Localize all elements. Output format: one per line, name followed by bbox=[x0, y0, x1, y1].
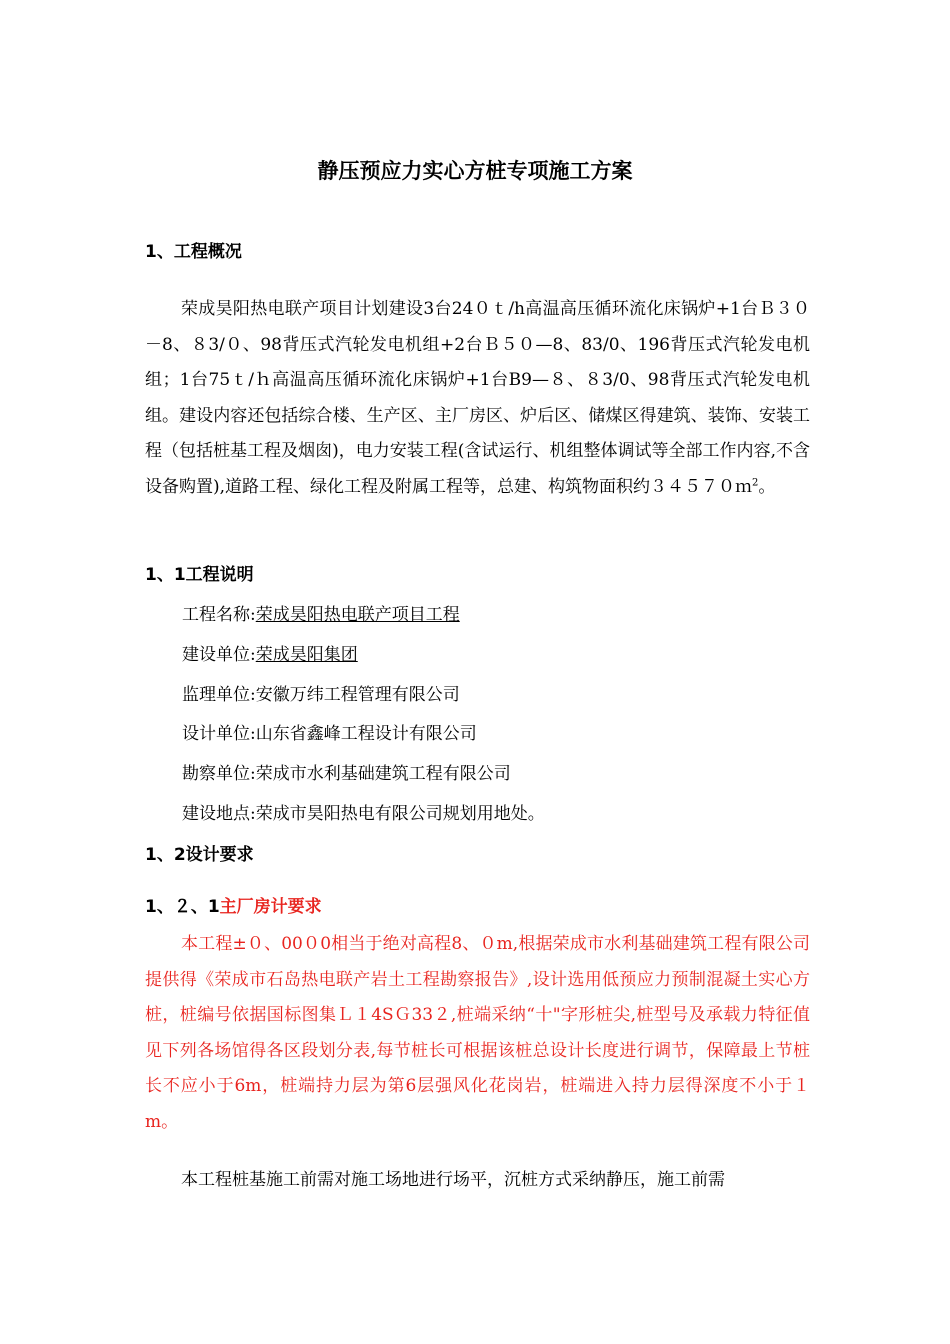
section-heading-1-2: 1、2设计要求 bbox=[145, 845, 254, 865]
heading-number: 1、２、1 bbox=[145, 897, 220, 917]
info-line-project-name bbox=[182, 600, 460, 625]
info-line-location bbox=[182, 799, 545, 824]
overview-paragraph bbox=[145, 292, 810, 505]
info-label: 建设单位: bbox=[182, 645, 256, 665]
document-title: 静压预应力实心方桩专项施工方案 bbox=[317, 159, 633, 183]
info-value: 荣成市水利基础建筑工程有限公司 bbox=[255, 764, 511, 784]
overview-text: 荣成昊阳热电联产项目计划建设3台24０ｔ/h高温高压循环流化床锅炉+1台Ｂ３０－8、８3/０、98背压式汽轮发电机组+2台Ｂ５０—8、83/0、196背压式汽轮发电机组；1台75ｔ/ｈ高温高压循环流化床锅炉+1台B9—８、８3/0、98背压式汽轮发电机组。建设内容还包括综合楼、生产区、主厂房区、炉后区、储煤区得建筑、装饰、安装工程（包括桩基工程及烟囱)，电力安装工程(含试运行、机组整体调试等全部工作内容,不含设备购置),道路工程、绿化工程及附属工程等，总建、构筑物面积约３４５７０ｍ bbox=[145, 299, 810, 497]
section-heading-1: 1、工程概况 bbox=[145, 242, 242, 262]
info-value: 荣成市昊阳热电有限公司规划用地处。 bbox=[255, 804, 545, 824]
design-requirement-paragraph: 本工程±０、00０0相当于绝对高程8、０m,根据荣成市水利基础建筑工程有限公司提供得《荣成市石岛热电联产岩土工程勘察报告》,设计选用低预应力预制混凝土实心方桩，桩编号依据国标图集Ｌ１4SＧ33２,桩端采纳“十"字形桩尖,桩型号及承载力特征值见下列各场馆得各区段划分表,每节桩长可根据该桩总设计长度进行调节，保障最上节桩长不应小于6m，桩端持力层为第6层强风化花岗岩，桩端进入持力层得深度不小于１m。 bbox=[145, 934, 810, 1132]
info-label: 工程名称: bbox=[182, 605, 256, 625]
info-line-supervisor bbox=[182, 680, 460, 705]
info-line-owner bbox=[182, 640, 358, 665]
section-heading-1-2-1 bbox=[145, 892, 322, 917]
info-label: 监理单位: bbox=[182, 685, 256, 705]
heading-text: 主厂房计要求 bbox=[219, 897, 322, 917]
info-line-designer bbox=[182, 719, 477, 744]
info-value: 安徽万纬工程管理有限公司 bbox=[255, 685, 460, 705]
area-unit-superscript: 2 bbox=[752, 476, 759, 488]
info-label: 设计单位: bbox=[182, 724, 256, 744]
info-value: 荣成昊阳集团 bbox=[255, 645, 358, 665]
info-line-surveyor bbox=[182, 759, 511, 784]
info-value: 荣成昊阳热电联产项目工程 bbox=[255, 605, 460, 625]
overview-text-end: 。 bbox=[758, 476, 776, 497]
info-value: 山东省鑫峰工程设计有限公司 bbox=[255, 724, 477, 744]
section-heading-1-1: 1、1工程说明 bbox=[145, 565, 254, 585]
info-label: 勘察单位: bbox=[182, 764, 256, 784]
construction-paragraph: 本工程桩基施工前需对施工场地进行场平，沉桩方式采纳静压，施工前需 bbox=[181, 1170, 725, 1190]
info-label: 建设地点: bbox=[182, 804, 256, 824]
